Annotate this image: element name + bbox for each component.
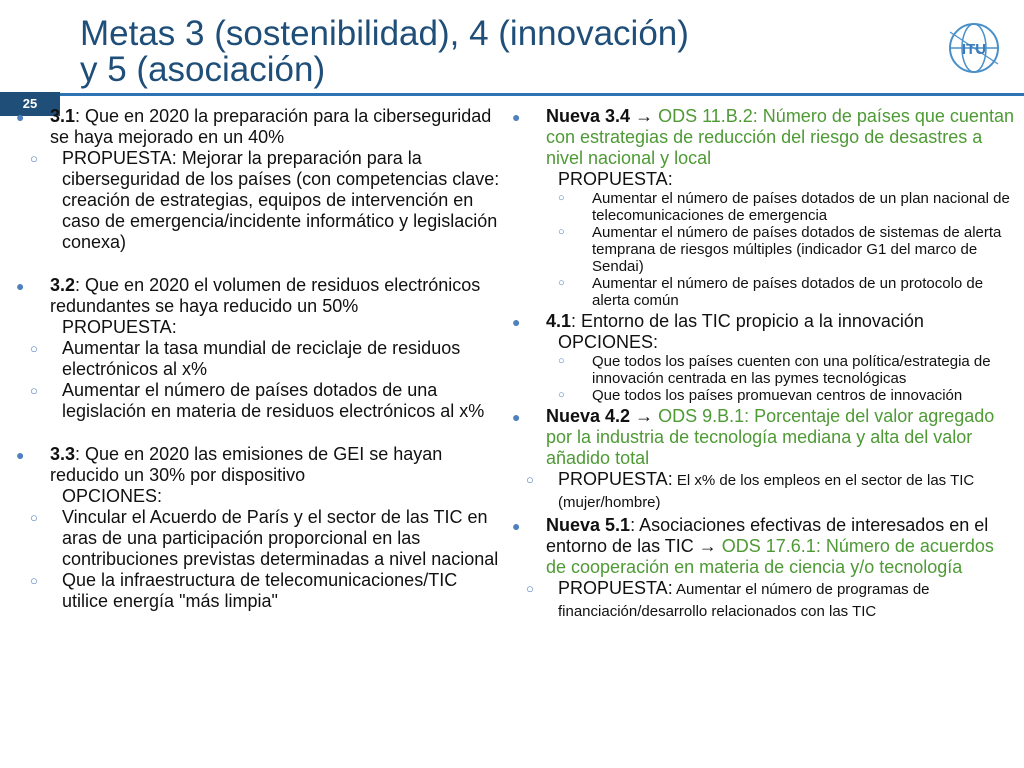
slide-number: 25 bbox=[0, 92, 60, 116]
goal-code: 3.1 bbox=[50, 106, 76, 126]
sub-item bbox=[12, 338, 504, 380]
goal-code: 3.2 bbox=[50, 275, 76, 295]
goal-new-5-1 bbox=[508, 515, 1016, 622]
sub-bullet-icon: ○ bbox=[30, 383, 38, 398]
header-divider bbox=[60, 93, 1024, 96]
sub-text: Aumentar el número de países dotados de un protocolo de alerta común bbox=[592, 275, 984, 309]
sub-item bbox=[12, 380, 504, 422]
goal-3-2 bbox=[12, 275, 504, 422]
left-column bbox=[12, 106, 504, 634]
bullet-icon: ● bbox=[512, 409, 521, 425]
sub-text: Que la infraestructura de telecomunicaciones/TIC utilice energía "más limpia" bbox=[62, 570, 458, 611]
goal-text: : Que en 2020 las emisiones de GEI se hayan reducido un 30% por dispositivo bbox=[50, 444, 443, 485]
goal-code: 3.3 bbox=[50, 444, 76, 464]
arrow-icon: → bbox=[635, 106, 654, 126]
arrow-icon: → bbox=[698, 536, 717, 556]
section-label: OPCIONES: bbox=[558, 332, 659, 352]
sub-bullet-icon: ○ bbox=[30, 573, 38, 588]
goal-text: : Que en 2020 la preparación para la ciberseguridad se haya mejorado en un 40% bbox=[50, 106, 492, 147]
sub-text: Aumentar el número de países dotados de una legislación en materia de residuos electrónicos al x% bbox=[62, 380, 485, 421]
sub-text: Vincular el Acuerdo de París y el sector de las TIC en aras de una participación proporcional en las contribuciones previstas determinadas a nivel nacional bbox=[62, 507, 499, 569]
itu-logo-icon bbox=[944, 18, 1004, 78]
right-column bbox=[508, 106, 1016, 624]
sub-bullet-icon: ○ bbox=[30, 151, 38, 166]
sub-item bbox=[12, 507, 504, 570]
goal-new-3-4 bbox=[508, 106, 1016, 309]
goal-code: Nueva 4.2 bbox=[546, 406, 631, 426]
title-line-2: y 5 (asociación) bbox=[80, 50, 326, 89]
sub-label: PROPUESTA: bbox=[558, 578, 673, 598]
sub-bullet-icon: ○ bbox=[526, 581, 534, 596]
goal-text: : Asociaciones efectivas de interesados en el entorno de las TIC bbox=[546, 515, 989, 556]
sub-bullet-icon: ○ bbox=[558, 277, 565, 289]
bullet-icon: ● bbox=[512, 109, 521, 125]
sub-text: Aumentar el número de países dotados de sistemas de alerta temprana de riesgos múltiples (indicador G1 del marco de Sendai) bbox=[592, 224, 1002, 275]
goal-3-3 bbox=[12, 444, 504, 612]
title-line-1: Metas 3 (sostenibilidad), 4 (innovación) bbox=[80, 14, 689, 53]
sub-text: Que todos los países promuevan centros de innovación bbox=[592, 387, 963, 404]
goal-3-1 bbox=[12, 106, 504, 253]
sub-text: El x% de los empleos en el sector de las TIC (mujer/hombre) bbox=[558, 472, 975, 511]
section-label: OPCIONES: bbox=[62, 486, 163, 506]
goal-code: 4.1 bbox=[546, 311, 572, 331]
sub-item bbox=[508, 387, 1016, 404]
goal-4-1 bbox=[508, 311, 1016, 404]
goal-code: Nueva 5.1 bbox=[546, 515, 631, 535]
section-label: PROPUESTA: bbox=[62, 317, 177, 337]
sub-bullet-icon: ○ bbox=[526, 472, 534, 487]
ods-text: ODS 11.B.2: Número de países que cuentan con estrategias de reducción del riesgo de desastres a nivel nacional y local bbox=[546, 106, 1014, 168]
sub-item bbox=[12, 570, 504, 612]
sub-bullet-icon: ○ bbox=[558, 192, 565, 204]
sub-item bbox=[508, 578, 1016, 622]
sub-text: Aumentar el número de programas de financiación/desarrollo relacionados con las TIC bbox=[558, 581, 930, 620]
bullet-icon: ● bbox=[512, 314, 521, 330]
page-title bbox=[80, 16, 940, 88]
arrow-icon: → bbox=[635, 406, 654, 426]
sub-text: Que todos los países cuenten con una política/estrategia de innovación centrada en las pymes tecnológicas bbox=[592, 353, 991, 387]
goal-new-4-2 bbox=[508, 406, 1016, 513]
sub-item bbox=[12, 148, 504, 253]
goal-text: : Entorno de las TIC propicio a la innovación bbox=[571, 311, 924, 331]
logo-text: ITU bbox=[961, 41, 987, 58]
goal-code: Nueva 3.4 bbox=[546, 106, 631, 126]
bullet-icon: ● bbox=[16, 278, 25, 294]
bullet-icon: ● bbox=[16, 447, 25, 463]
bullet-icon: ● bbox=[16, 109, 25, 125]
bullet-icon: ● bbox=[512, 518, 521, 534]
sub-text: Aumentar el número de países dotados de un plan nacional de telecomunicaciones de emergencia bbox=[592, 190, 1010, 224]
ods-text: ODS 17.6.1: Número de acuerdos de cooperación en materia de ciencia y/o tecnología bbox=[546, 536, 994, 577]
sub-bullet-icon: ○ bbox=[30, 510, 38, 525]
sub-bullet-icon: ○ bbox=[558, 226, 565, 238]
sub-label: PROPUESTA: bbox=[558, 469, 673, 489]
sub-item bbox=[508, 469, 1016, 513]
sub-item bbox=[508, 190, 1016, 224]
sub-text: PROPUESTA: Mejorar la preparación para la ciberseguridad de los países (con competencias clave: creación de estrategias, equipos de intervención en caso de emergencia/incidente informático y legislación conexa) bbox=[62, 148, 500, 252]
sub-item bbox=[508, 353, 1016, 387]
sub-item bbox=[508, 275, 1016, 309]
sub-bullet-icon: ○ bbox=[558, 355, 565, 367]
sub-item bbox=[508, 224, 1016, 275]
sub-text: Aumentar la tasa mundial de reciclaje de residuos electrónicos al x% bbox=[62, 338, 461, 379]
sub-bullet-icon: ○ bbox=[30, 341, 38, 356]
ods-text: ODS 9.B.1: Porcentaje del valor agregado por la industria de tecnología mediana y alta del valor añadido total bbox=[546, 406, 995, 468]
section-label: PROPUESTA: bbox=[558, 169, 673, 189]
goal-text: : Que en 2020 el volumen de residuos electrónicos redundantes se haya reducido un 50% bbox=[50, 275, 481, 316]
sub-bullet-icon: ○ bbox=[558, 389, 565, 401]
